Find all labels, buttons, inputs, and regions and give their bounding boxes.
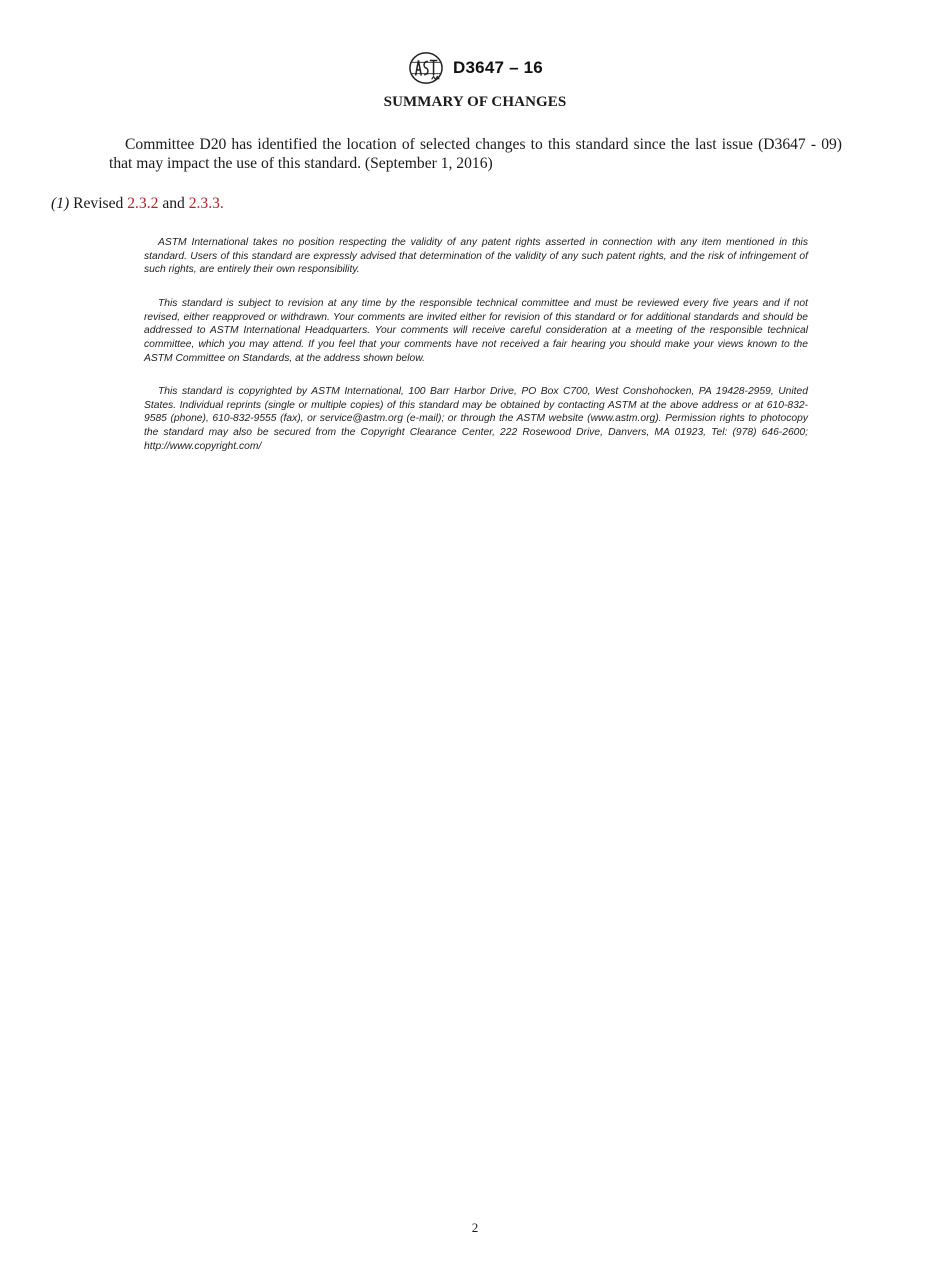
page-header xyxy=(0,50,950,86)
change-item-text: and xyxy=(158,195,189,212)
section-reference-link[interactable]: 2.3.3 xyxy=(188,195,220,212)
change-item-number: (1) xyxy=(51,195,70,212)
change-item-text: Revised xyxy=(69,195,128,212)
change-list-item xyxy=(51,194,224,213)
astm-logo-icon xyxy=(407,51,445,85)
standard-designation: D3647 – 16 xyxy=(453,58,543,77)
section-reference-link[interactable]: 2.3.2 xyxy=(127,195,159,212)
patent-rights-notice: ASTM International takes no position respecting the validity of any patent rights asserted in connection with any item mentioned in this standard. Users of this standard are expressly advised that determination of the validity of any such patent rights, and the risk of infringement of such rights, are entirely their own responsibility. xyxy=(144,237,808,276)
page-number: 2 xyxy=(471,1220,479,1235)
summary-of-changes-heading: SUMMARY OF CHANGES xyxy=(383,94,567,110)
revision-notice: This standard is subject to revision at any time by the responsible technical committee and must be reviewed every five years and if not revised, either reapproved or withdrawn. Your comments are invited either for revision of this standard or for additional standards and should be addressed to ASTM International Headquarters. Your comments will receive careful consideration at a meeting of the responsible technical committee, which you may attend. If you feel that your comments have not received a fair hearing you should make your views known to the ASTM Committee on Standards, at the address shown below. xyxy=(144,298,808,364)
summary-intro-paragraph: Committee D20 has identified the location of selected changes to this standard since the last issue (D3647 - 09) that may impact the use of this standard. (September 1, 2016) xyxy=(109,136,842,172)
copyright-notice: This standard is copyrighted by ASTM International, 100 Barr Harbor Drive, PO Box C700, West Conshohocken, PA 19428-2959, United States. Individual reprints (single or multiple copies) of this standard may be obtained by contacting ASTM at the above address or at 610-832-9585 (phone), 610-832-9555 (fax), or service@astm.org (e-mail); or through the ASTM website (www.astm.org). Permission rights to photocopy the standard may also be secured from the Copyright Clearance Center, 222 Rosewood Drive, Danvers, MA 01923, Tel: (978) 646-2600; http://www.copyright.com/ xyxy=(144,386,808,452)
change-item-period: . xyxy=(219,195,224,212)
